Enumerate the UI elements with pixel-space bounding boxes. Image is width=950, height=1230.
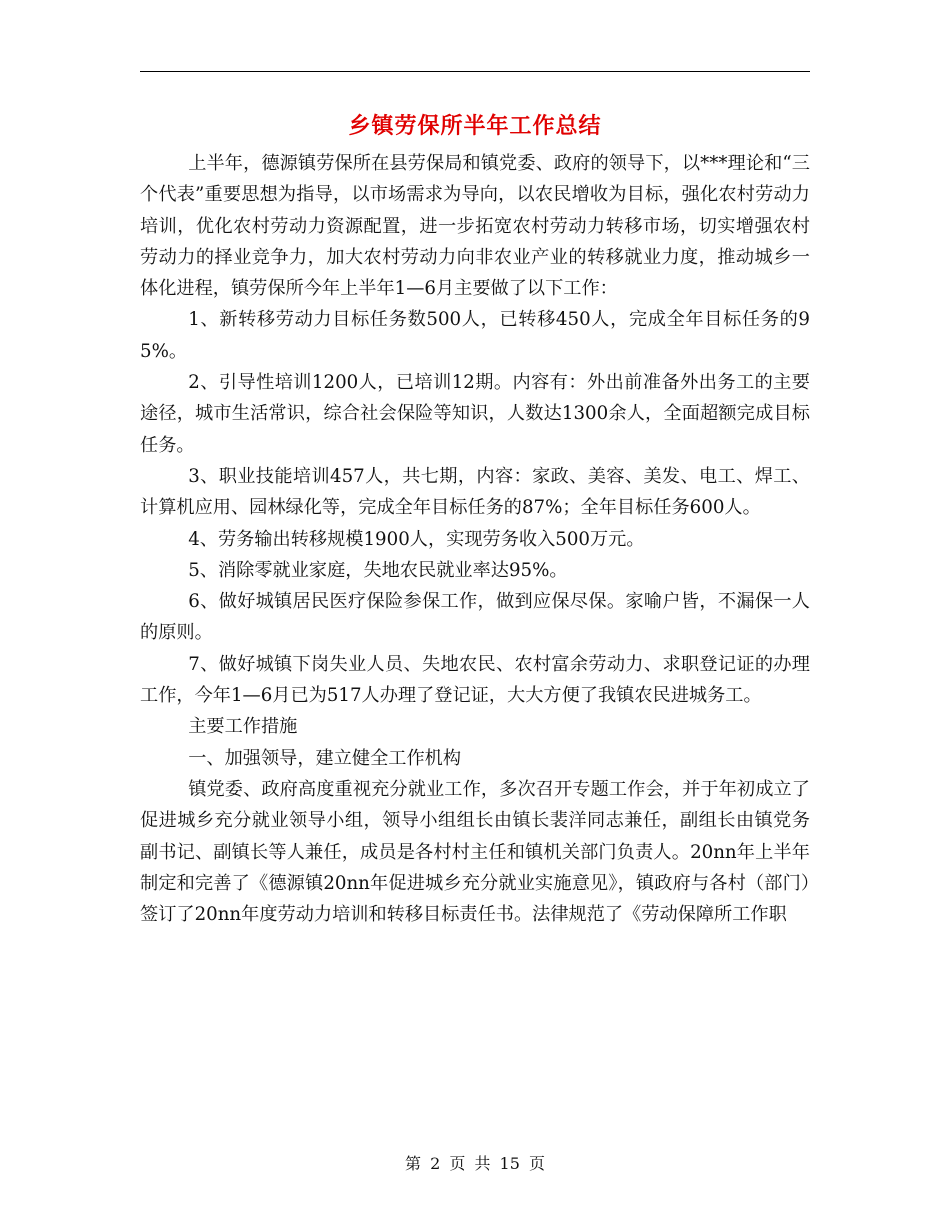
paragraph-item-5: 5、消除零就业家庭，失地农民就业率达95%。 bbox=[188, 559, 568, 581]
paragraph-item-3: 3、职业技能培训457人，共七期，内容：家政、美容、美发、电工、焊工、计算机应用、园林绿化等，完成全年目标任务的87%；全年目标任务600人。 bbox=[140, 465, 810, 519]
document-body bbox=[140, 148, 810, 930]
section-heading-measures: 主要工作措施 bbox=[188, 716, 298, 738]
paragraph-intro: 上半年，德源镇劳保所在县劳保局和镇党委、政府的领导下，以***理论和“三个代表”重要思想为指导，以市场需求为导向，以农民增收为目标，强化农村劳动力培训，优化农村劳动力资源配置，进一步拓宽农村劳动力转移市场，切实增强农村劳动力的择业竞争力，加大农村劳动力向非农业产业的转移就业力度，推动城乡一体化进程，镇劳保所今年上半年1—6月主要做了以下工作： bbox=[140, 153, 810, 300]
page-number: 第 2 页 共 15 页 bbox=[405, 1154, 545, 1173]
paragraph-item-6: 6、做好城镇居民医疗保险参保工作，做到应保尽保。家喻户皆，不漏保一人的原则。 bbox=[140, 591, 810, 644]
subsection-heading-1: 一、加强领导，建立健全工作机构 bbox=[188, 747, 462, 769]
header-rule bbox=[140, 71, 810, 72]
paragraph-item-4: 4、劳务输出转移规模1900人，实现劳务收入500万元。 bbox=[188, 528, 645, 550]
document-title: 乡镇劳保所半年工作总结 bbox=[348, 113, 602, 139]
paragraph-item-2: 2、引导性培训1200人，已培训12期。内容有：外出前准备外出务工的主要途径，城市生活常识，综合社会保险等知识，人数达1300余人，全面超额完成目标任务。 bbox=[140, 372, 810, 456]
paragraph-leadership: 镇党委、政府高度重视充分就业工作，多次召开专题工作会，并于年初成立了促进城乡充分就业领导小组，领导小组组长由镇长裴洋同志兼任，副组长由镇党务副书记、副镇长等人兼任，成员是各村村主任和镇机关部门负责人。20nn年上半年制定和完善了《德源镇20nn年促进城乡充分就业实施意见》，镇政府与各村（部门）签订了20nn年度劳动力培训和转移目标责任书。法律规范了《劳动保障所工作职 bbox=[140, 778, 810, 926]
paragraph-item-1: 1、新转移劳动力目标任务数500人，已转移450人，完成全年目标任务的95%。 bbox=[140, 309, 810, 362]
paragraph-item-7: 7、做好城镇下岗失业人员、失地农民、农村富余劳动力、求职登记证的办理工作，今年1—6月已为517人办理了登记证，大大方便了我镇农民进城务工。 bbox=[140, 653, 810, 707]
